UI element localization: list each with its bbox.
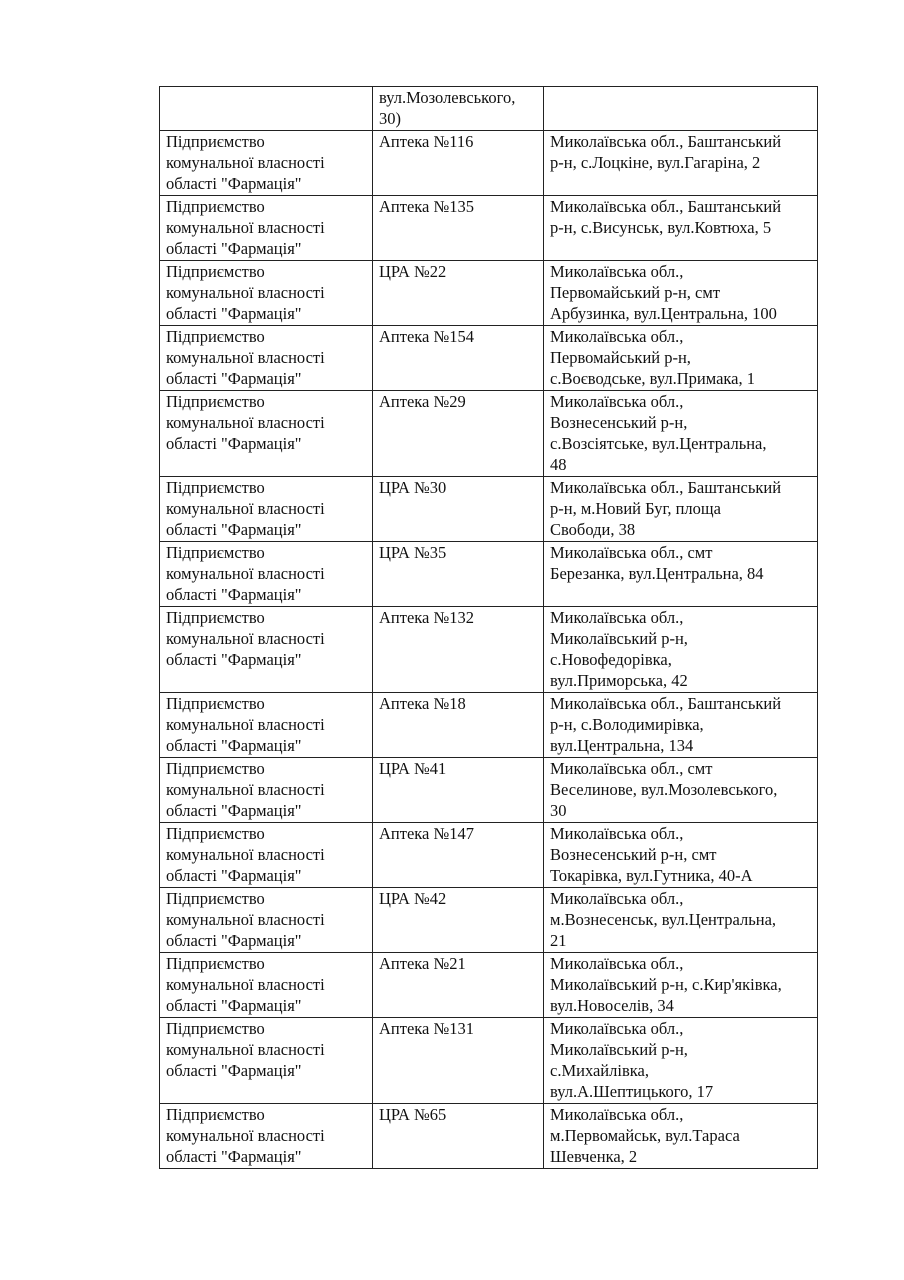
owner-cell-line: Підприємство	[166, 262, 265, 281]
owner-cell-line: Підприємство	[166, 543, 265, 562]
address-cell-line: с.Новофедорівка,	[550, 650, 672, 669]
address-cell	[544, 1104, 818, 1169]
address-cell-line: Миколаївська обл.,	[550, 327, 684, 346]
owner-cell	[160, 888, 373, 953]
address-cell-line: Миколаївський р-н, с.Кир'яківка,	[550, 975, 782, 994]
address-cell-line: Березанка, вул.Центральна, 84	[550, 564, 764, 583]
table-row	[160, 693, 818, 758]
address-cell-line: Миколаївська обл.,	[550, 392, 684, 411]
table-row	[160, 542, 818, 607]
owner-cell-line: комунальної власності	[166, 564, 325, 583]
owner-cell	[160, 196, 373, 261]
table-row	[160, 1104, 818, 1169]
table-row	[160, 823, 818, 888]
owner-cell	[160, 758, 373, 823]
address-cell-line: Миколаївська обл., смт	[550, 759, 713, 778]
pharmacy-name-cell-line: 30)	[379, 109, 401, 128]
table-row	[160, 888, 818, 953]
address-cell-line: 48	[550, 455, 567, 474]
owner-cell-line: області "Фармація"	[166, 434, 302, 453]
address-cell-line: вул.Центральна, 134	[550, 736, 694, 755]
owner-cell-line: Підприємство	[166, 889, 265, 908]
address-cell	[544, 607, 818, 693]
address-cell-line: Миколаївська обл., Баштанський	[550, 132, 782, 151]
owner-cell	[160, 1104, 373, 1169]
pharmacy-name-cell	[373, 196, 544, 261]
owner-cell-line: Підприємство	[166, 1019, 265, 1038]
owner-cell-line: комунальної власності	[166, 283, 325, 302]
pharmacy-name-cell-line: Аптека №29	[379, 392, 466, 411]
address-cell-line: Миколаївська обл.,	[550, 954, 684, 973]
address-cell-line: Миколаївська обл., смт	[550, 543, 713, 562]
owner-cell-line: Підприємство	[166, 954, 265, 973]
address-cell-line: р-н, м.Новий Буг, площа	[550, 499, 721, 518]
table-row	[160, 261, 818, 326]
pharmacy-name-cell	[373, 1104, 544, 1169]
owner-cell-line: області "Фармація"	[166, 1147, 302, 1166]
owner-cell	[160, 542, 373, 607]
owner-cell-line: Підприємство	[166, 759, 265, 778]
pharmacy-name-cell	[373, 131, 544, 196]
pharmacy-name-cell	[373, 391, 544, 477]
address-cell	[544, 391, 818, 477]
owner-cell	[160, 607, 373, 693]
address-cell	[544, 1018, 818, 1104]
pharmacy-name-cell	[373, 1018, 544, 1104]
address-cell-line: Вознесенський р-н, смт	[550, 845, 717, 864]
address-cell-line: Арбузинка, вул.Центральна, 100	[550, 304, 777, 323]
address-cell-line: 21	[550, 931, 567, 950]
owner-cell-line: області "Фармація"	[166, 996, 302, 1015]
owner-cell	[160, 326, 373, 391]
address-cell-line: Миколаївська обл.,	[550, 824, 684, 843]
address-cell-line: Миколаївська обл.,	[550, 1105, 684, 1124]
owner-cell-line: Підприємство	[166, 327, 265, 346]
pharmacy-name-cell-line: Аптека №154	[379, 327, 474, 346]
owner-cell-line: області "Фармація"	[166, 736, 302, 755]
address-cell-line: Вознесенський р-н,	[550, 413, 688, 432]
owner-cell-line: комунальної власності	[166, 1126, 325, 1145]
address-cell	[544, 261, 818, 326]
owner-cell-line: області "Фармація"	[166, 866, 302, 885]
address-cell	[544, 953, 818, 1018]
owner-cell-line: Підприємство	[166, 824, 265, 843]
owner-cell-line: комунальної власності	[166, 218, 325, 237]
address-cell	[544, 823, 818, 888]
pharmacy-name-cell	[373, 823, 544, 888]
owner-cell-line: Підприємство	[166, 478, 265, 497]
pharmacy-name-cell-line: Аптека №132	[379, 608, 474, 627]
address-cell-line: р-н, с.Лоцкіне, вул.Гагаріна, 2	[550, 153, 761, 172]
pharmacy-name-cell	[373, 758, 544, 823]
table-row	[160, 87, 818, 131]
pharmacy-name-cell-line: Аптека №131	[379, 1019, 474, 1038]
pharmacy-name-cell-line: Аптека №18	[379, 694, 466, 713]
pharmacy-name-cell-line: ЦРА №35	[379, 543, 447, 562]
owner-cell-line: комунальної власності	[166, 910, 325, 929]
pharmacy-name-cell	[373, 542, 544, 607]
pharmacy-name-cell	[373, 477, 544, 542]
owner-cell-line: комунальної власності	[166, 153, 325, 172]
address-cell	[544, 888, 818, 953]
owner-cell	[160, 391, 373, 477]
address-cell-line: Токарівка, вул.Гутника, 40-А	[550, 866, 753, 885]
owner-cell-line: області "Фармація"	[166, 650, 302, 669]
pharmacy-name-cell	[373, 693, 544, 758]
address-cell-line: с.Возсіятське, вул.Центральна,	[550, 434, 767, 453]
pharmacy-name-cell-line: Аптека №147	[379, 824, 474, 843]
owner-cell-line: області "Фармація"	[166, 801, 302, 820]
address-cell-line: Миколаївська обл.,	[550, 262, 684, 281]
owner-cell-line: комунальної власності	[166, 845, 325, 864]
address-cell-line: Миколаївська обл.,	[550, 608, 684, 627]
owner-cell-line: області "Фармація"	[166, 239, 302, 258]
owner-cell-line: комунальної власності	[166, 780, 325, 799]
owner-cell-line: Підприємство	[166, 132, 265, 151]
owner-cell	[160, 87, 373, 131]
table-row	[160, 607, 818, 693]
pharmacy-name-cell-line: Аптека №21	[379, 954, 466, 973]
pharmacy-name-cell-line: Аптека №116	[379, 132, 474, 151]
owner-cell-line: Підприємство	[166, 608, 265, 627]
owner-cell-line: комунальної власності	[166, 1040, 325, 1059]
address-cell-line: р-н, с.Володимирівка,	[550, 715, 704, 734]
pharmacy-name-cell-line: ЦРА №65	[379, 1105, 447, 1124]
address-cell-line: Свободи, 38	[550, 520, 636, 539]
address-cell	[544, 87, 818, 131]
owner-cell-line: комунальної власності	[166, 499, 325, 518]
owner-cell	[160, 261, 373, 326]
address-cell	[544, 326, 818, 391]
address-cell-line: Миколаївський р-н,	[550, 1040, 688, 1059]
address-cell-line: Миколаївська обл.,	[550, 1019, 684, 1038]
pharmacy-table	[159, 86, 818, 1169]
address-cell-line: вул.А.Шептицького, 17	[550, 1082, 714, 1101]
address-cell	[544, 196, 818, 261]
address-cell	[544, 131, 818, 196]
pharmacy-name-cell	[373, 953, 544, 1018]
address-cell-line: р-н, с.Висунськ, вул.Ковтюха, 5	[550, 218, 772, 237]
table-row	[160, 131, 818, 196]
address-cell-line: вул.Новоселів, 34	[550, 996, 674, 1015]
address-cell-line: Первомайський р-н,	[550, 348, 691, 367]
table-row	[160, 477, 818, 542]
owner-cell-line: області "Фармація"	[166, 174, 302, 193]
owner-cell-line: області "Фармація"	[166, 931, 302, 950]
pharmacy-name-cell-line: ЦРА №30	[379, 478, 447, 497]
owner-cell-line: комунальної власності	[166, 629, 325, 648]
address-cell-line: Миколаївська обл., Баштанський	[550, 197, 782, 216]
owner-cell	[160, 953, 373, 1018]
pharmacy-name-cell-line: Аптека №135	[379, 197, 474, 216]
address-cell-line: Миколаївська обл., Баштанський	[550, 478, 782, 497]
owner-cell-line: області "Фармація"	[166, 1061, 302, 1080]
owner-cell	[160, 131, 373, 196]
address-cell-line: вул.Приморська, 42	[550, 671, 688, 690]
address-cell	[544, 477, 818, 542]
owner-cell-line: комунальної власності	[166, 348, 325, 367]
address-cell-line: Миколаївська обл., Баштанський	[550, 694, 782, 713]
address-cell-line: м.Вознесенськ, вул.Центральна,	[550, 910, 777, 929]
owner-cell-line: області "Фармація"	[166, 304, 302, 323]
address-cell	[544, 693, 818, 758]
address-cell-line: м.Первомайськ, вул.Тараса	[550, 1126, 740, 1145]
pharmacy-name-cell	[373, 607, 544, 693]
pharmacy-name-cell-line: ЦРА №22	[379, 262, 447, 281]
owner-cell-line: комунальної власності	[166, 975, 325, 994]
address-cell-line: Веселинове, вул.Мозолевського,	[550, 780, 778, 799]
pharmacy-name-cell-line: ЦРА №42	[379, 889, 447, 908]
address-cell-line: Миколаївський р-н,	[550, 629, 688, 648]
pharmacy-name-cell	[373, 326, 544, 391]
pharmacy-name-cell-line: вул.Мозолевського,	[379, 88, 516, 107]
owner-cell-line: області "Фармація"	[166, 520, 302, 539]
owner-cell	[160, 477, 373, 542]
address-cell-line: Шевченка, 2	[550, 1147, 638, 1166]
owner-cell-line: Підприємство	[166, 197, 265, 216]
owner-cell	[160, 1018, 373, 1104]
address-cell-line: Миколаївська обл.,	[550, 889, 684, 908]
pharmacy-name-cell-line: ЦРА №41	[379, 759, 447, 778]
pharmacy-name-cell	[373, 888, 544, 953]
owner-cell-line: Підприємство	[166, 1105, 265, 1124]
table-row	[160, 196, 818, 261]
address-cell-line: 30	[550, 801, 567, 820]
owner-cell-line: комунальної власності	[166, 715, 325, 734]
owner-cell-line: комунальної власності	[166, 413, 325, 432]
address-cell-line: Первомайський р-н, смт	[550, 283, 721, 302]
table-body	[160, 87, 818, 1169]
owner-cell	[160, 823, 373, 888]
address-cell	[544, 758, 818, 823]
table-row	[160, 391, 818, 477]
pharmacy-name-cell	[373, 87, 544, 131]
owner-cell	[160, 693, 373, 758]
address-cell-line: с.Михайлівка,	[550, 1061, 649, 1080]
owner-cell-line: Підприємство	[166, 694, 265, 713]
table-row	[160, 1018, 818, 1104]
table-row	[160, 953, 818, 1018]
table-row	[160, 326, 818, 391]
owner-cell-line: Підприємство	[166, 392, 265, 411]
address-cell	[544, 542, 818, 607]
owner-cell-line: області "Фармація"	[166, 369, 302, 388]
owner-cell-line: області "Фармація"	[166, 585, 302, 604]
table-row	[160, 758, 818, 823]
pharmacy-name-cell	[373, 261, 544, 326]
address-cell-line: с.Воєводське, вул.Примака, 1	[550, 369, 756, 388]
